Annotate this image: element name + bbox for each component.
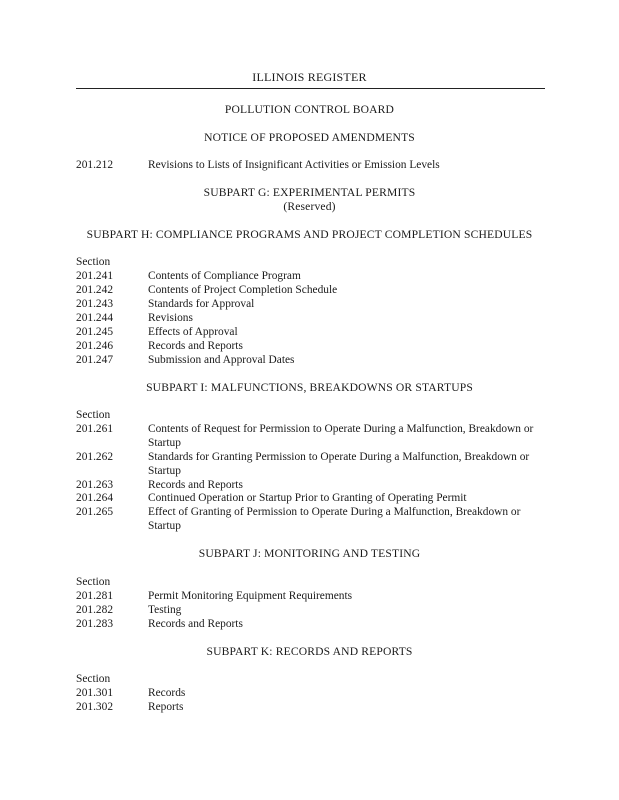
section-number: 201.281 [76,590,114,602]
section-number: 201.244 [76,312,114,324]
section-title: Permit Monitoring Equipment Requirements [148,590,353,602]
section-title: Standards for Granting Permission to Operate During a Malfunction, Breakdown or Startup [148,451,530,477]
section-number: 201.301 [76,687,114,699]
section-title: Contents of Request for Permission to Operate During a Malfunction, Breakdown or Startup [148,423,534,449]
header-rule [76,88,545,89]
section-number: 201.302 [76,701,114,713]
subpart-i-heading: SUBPART I: MALFUNCTIONS, BREAKDOWNS OR STARTUPS [146,381,473,394]
section-label: Section [76,576,111,588]
section-title: Effects of Approval [148,326,238,338]
section-label: Section [76,673,111,685]
section-title: Records [148,687,186,699]
section-title: Standards for Approval [148,298,255,310]
section-label: Section [76,256,111,268]
section-title: Testing [148,604,182,616]
subpart-g-note: (Reserved) [283,200,336,213]
section-label: Section [76,409,111,421]
section-number: 201.283 [76,618,114,630]
section-number: 201.282 [76,604,114,616]
section-number: 201.263 [76,479,114,491]
subpart-h-heading: SUBPART H: COMPLIANCE PROGRAMS AND PROJECT COMPLETION SCHEDULES [86,228,533,241]
section-number: 201.262 [76,451,114,463]
section-number: 201.241 [76,270,114,282]
section-title: Contents of Project Completion Schedule [148,284,338,296]
subpart-j-heading: SUBPART J: MONITORING AND TESTING [198,547,421,560]
section-title: Contents of Compliance Program [148,270,301,282]
section-number: 201.261 [76,423,114,435]
section-title: Records and Reports [148,618,243,630]
subpart-g-heading: SUBPART G: EXPERIMENTAL PERMITS [203,186,416,199]
register-title: ILLINOIS REGISTER [252,70,367,84]
section-number: 201.265 [76,506,114,518]
section-title: Revisions to Lists of Insignificant Activities or Emission Levels [148,159,440,171]
section-number: 201.246 [76,340,114,352]
section-number: 201.245 [76,326,114,338]
board-name: POLLUTION CONTROL BOARD [224,103,395,116]
section-title: Submission and Approval Dates [148,354,295,366]
section-title: Effect of Granting of Permission to Operate During a Malfunction, Breakdown or Startup [148,506,521,532]
section-title: Revisions [148,312,193,324]
section-number: 201.242 [76,284,114,296]
section-number: 201.247 [76,354,114,366]
section-number: 201.212 [76,159,114,171]
section-title: Records and Reports [148,479,243,491]
section-title: Records and Reports [148,340,243,352]
section-title: Reports [148,701,184,713]
section-number: 201.264 [76,492,114,504]
subpart-k-heading: SUBPART K: RECORDS AND REPORTS [206,645,413,658]
notice-title: NOTICE OF PROPOSED AMENDMENTS [204,131,415,144]
section-title: Continued Operation or Startup Prior to Granting of Operating Permit [148,492,467,504]
section-number: 201.243 [76,298,114,310]
